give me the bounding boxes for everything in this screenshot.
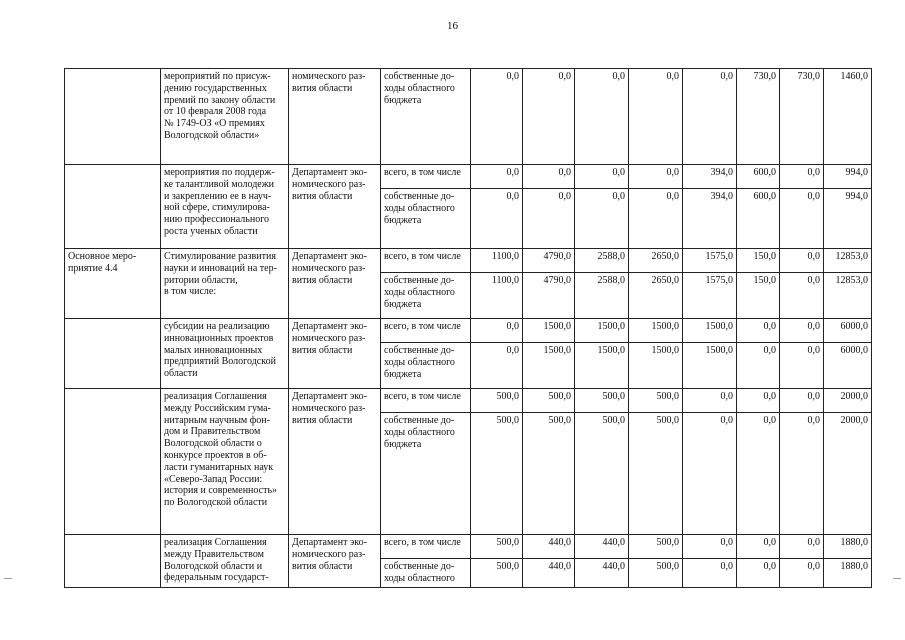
year-value-cell: 0,0 <box>780 343 824 389</box>
funding-source-cell: всего, в том числе <box>381 535 471 559</box>
total-value-cell: 2000,0 <box>824 413 872 535</box>
year-value-cell: 440,0 <box>575 535 629 559</box>
table-row <box>65 389 872 413</box>
section-cell <box>65 165 161 249</box>
executor-cell: Департамент эко- номического раз- вития области <box>289 535 381 588</box>
page-number: 16 <box>447 20 458 32</box>
total-value-cell: 12853,0 <box>824 273 872 319</box>
year-value-cell: 1575,0 <box>683 273 737 319</box>
year-value-cell: 394,0 <box>683 189 737 249</box>
year-value-cell: 0,0 <box>629 189 683 249</box>
funding-source-cell: собственные до- ходы областного <box>381 559 471 588</box>
funding-source-cell: собственные до- ходы областного бюджета <box>381 273 471 319</box>
year-value-cell: 150,0 <box>737 249 780 273</box>
total-value-cell: 2000,0 <box>824 389 872 413</box>
total-value-cell: 1460,0 <box>824 69 872 165</box>
year-value-cell: 500,0 <box>471 559 523 588</box>
year-value-cell: 0,0 <box>780 535 824 559</box>
section-cell <box>65 535 161 588</box>
year-value-cell: 1500,0 <box>683 343 737 389</box>
total-value-cell: 6000,0 <box>824 319 872 343</box>
year-value-cell: 0,0 <box>780 165 824 189</box>
section-cell <box>65 389 161 535</box>
year-value-cell: 500,0 <box>629 535 683 559</box>
activity-cell: субсидии на реализацию инновационных проектов малых инновационных предприятий Вологодской области <box>161 319 289 389</box>
year-value-cell: 0,0 <box>683 559 737 588</box>
year-value-cell: 0,0 <box>780 273 824 319</box>
section-cell <box>65 319 161 389</box>
year-value-cell: 0,0 <box>780 189 824 249</box>
year-value-cell: 0,0 <box>471 319 523 343</box>
funding-source-cell: собственные до- ходы областного бюджета <box>381 413 471 535</box>
year-value-cell: 500,0 <box>629 389 683 413</box>
year-value-cell: 500,0 <box>471 389 523 413</box>
table-row <box>65 69 872 165</box>
year-value-cell: 4790,0 <box>523 273 575 319</box>
margin-mark-right <box>893 578 901 579</box>
year-value-cell: 2588,0 <box>575 249 629 273</box>
year-value-cell: 730,0 <box>780 69 824 165</box>
year-value-cell: 4790,0 <box>523 249 575 273</box>
table-row <box>65 535 872 559</box>
activity-cell: реализация Соглашения между Правительством Вологодской области и федеральным государст- <box>161 535 289 588</box>
year-value-cell: 0,0 <box>780 559 824 588</box>
year-value-cell: 0,0 <box>471 189 523 249</box>
year-value-cell: 500,0 <box>471 535 523 559</box>
year-value-cell: 500,0 <box>575 389 629 413</box>
year-value-cell: 500,0 <box>471 413 523 535</box>
year-value-cell: 150,0 <box>737 273 780 319</box>
year-value-cell: 500,0 <box>629 559 683 588</box>
year-value-cell: 730,0 <box>737 69 780 165</box>
year-value-cell: 0,0 <box>629 69 683 165</box>
funding-source-cell: всего, в том числе <box>381 389 471 413</box>
year-value-cell: 0,0 <box>737 343 780 389</box>
table-row <box>65 249 872 273</box>
executor-cell: Департамент эко- номического раз- вития области <box>289 165 381 249</box>
year-value-cell: 0,0 <box>683 413 737 535</box>
table-row <box>65 319 872 343</box>
year-value-cell: 1500,0 <box>523 343 575 389</box>
year-value-cell: 500,0 <box>575 413 629 535</box>
year-value-cell: 500,0 <box>523 389 575 413</box>
year-value-cell: 0,0 <box>575 189 629 249</box>
year-value-cell: 1500,0 <box>629 319 683 343</box>
year-value-cell: 2588,0 <box>575 273 629 319</box>
year-value-cell: 1100,0 <box>471 249 523 273</box>
section-cell <box>65 69 161 165</box>
funding-source-cell: собственные до- ходы областного бюджета <box>381 189 471 249</box>
year-value-cell: 1100,0 <box>471 273 523 319</box>
funding-source-cell: собственные до- ходы областного бюджета <box>381 343 471 389</box>
year-value-cell: 1575,0 <box>683 249 737 273</box>
total-value-cell: 994,0 <box>824 165 872 189</box>
year-value-cell: 1500,0 <box>629 343 683 389</box>
activity-cell: мероприятия по поддерж- ке талантливой молодежи и закреплению ее в науч- ной сфере, стимулирова- нию профессионального роста ученых области <box>161 165 289 249</box>
year-value-cell: 2650,0 <box>629 249 683 273</box>
year-value-cell: 1500,0 <box>523 319 575 343</box>
margin-mark-left <box>4 578 12 579</box>
year-value-cell: 0,0 <box>737 535 780 559</box>
executor-cell: Департамент эко- номического раз- вития области <box>289 319 381 389</box>
year-value-cell: 1500,0 <box>575 319 629 343</box>
total-value-cell: 1880,0 <box>824 559 872 588</box>
executor-cell: номического раз- вития области <box>289 69 381 165</box>
year-value-cell: 0,0 <box>737 559 780 588</box>
total-value-cell: 994,0 <box>824 189 872 249</box>
year-value-cell: 0,0 <box>683 69 737 165</box>
activity-cell: Стимулирование развития науки и инноваций на тер- ритории области, в том числе: <box>161 249 289 319</box>
year-value-cell: 0,0 <box>683 389 737 413</box>
year-value-cell: 0,0 <box>523 69 575 165</box>
year-value-cell: 0,0 <box>575 69 629 165</box>
year-value-cell: 1500,0 <box>575 343 629 389</box>
activity-cell: мероприятий по присуж- дению государственных премий по закону области от 10 февраля 2008 года № 1749-ОЗ «О премиях Вологодской области» <box>161 69 289 165</box>
year-value-cell: 440,0 <box>523 559 575 588</box>
year-value-cell: 0,0 <box>780 413 824 535</box>
year-value-cell: 0,0 <box>471 165 523 189</box>
year-value-cell: 440,0 <box>575 559 629 588</box>
year-value-cell: 0,0 <box>683 535 737 559</box>
year-value-cell: 0,0 <box>629 165 683 189</box>
year-value-cell: 0,0 <box>471 69 523 165</box>
total-value-cell: 6000,0 <box>824 343 872 389</box>
year-value-cell: 2650,0 <box>629 273 683 319</box>
executor-cell: Департамент эко- номического раз- вития области <box>289 249 381 319</box>
year-value-cell: 500,0 <box>629 413 683 535</box>
section-cell: Основное меро- приятие 4.4 <box>65 249 161 319</box>
year-value-cell: 394,0 <box>683 165 737 189</box>
total-value-cell: 1880,0 <box>824 535 872 559</box>
year-value-cell: 600,0 <box>737 189 780 249</box>
total-value-cell: 12853,0 <box>824 249 872 273</box>
year-value-cell: 440,0 <box>523 535 575 559</box>
year-value-cell: 0,0 <box>780 319 824 343</box>
program-table <box>64 68 872 588</box>
year-value-cell: 0,0 <box>575 165 629 189</box>
activity-cell: реализация Соглашения между Российским гума- нитарным научным фон- дом и Правительством Вологодской области о конкурсе проектов в об- ласти гуманитарных наук «Северо-Запад России: история и современность» по Вологодской области <box>161 389 289 535</box>
year-value-cell: 0,0 <box>780 389 824 413</box>
funding-source-cell: всего, в том числе <box>381 165 471 189</box>
year-value-cell: 0,0 <box>523 165 575 189</box>
funding-source-cell: собственные до- ходы областного бюджета <box>381 69 471 165</box>
year-value-cell: 0,0 <box>737 413 780 535</box>
year-value-cell: 0,0 <box>737 389 780 413</box>
table-body <box>65 69 872 588</box>
year-value-cell: 0,0 <box>471 343 523 389</box>
year-value-cell: 0,0 <box>737 319 780 343</box>
year-value-cell: 1500,0 <box>683 319 737 343</box>
funding-source-cell: всего, в том числе <box>381 319 471 343</box>
funding-source-cell: всего, в том числе <box>381 249 471 273</box>
table-row <box>65 165 872 189</box>
year-value-cell: 0,0 <box>523 189 575 249</box>
year-value-cell: 500,0 <box>523 413 575 535</box>
year-value-cell: 600,0 <box>737 165 780 189</box>
year-value-cell: 0,0 <box>780 249 824 273</box>
executor-cell: Департамент эко- номического раз- вития области <box>289 389 381 535</box>
